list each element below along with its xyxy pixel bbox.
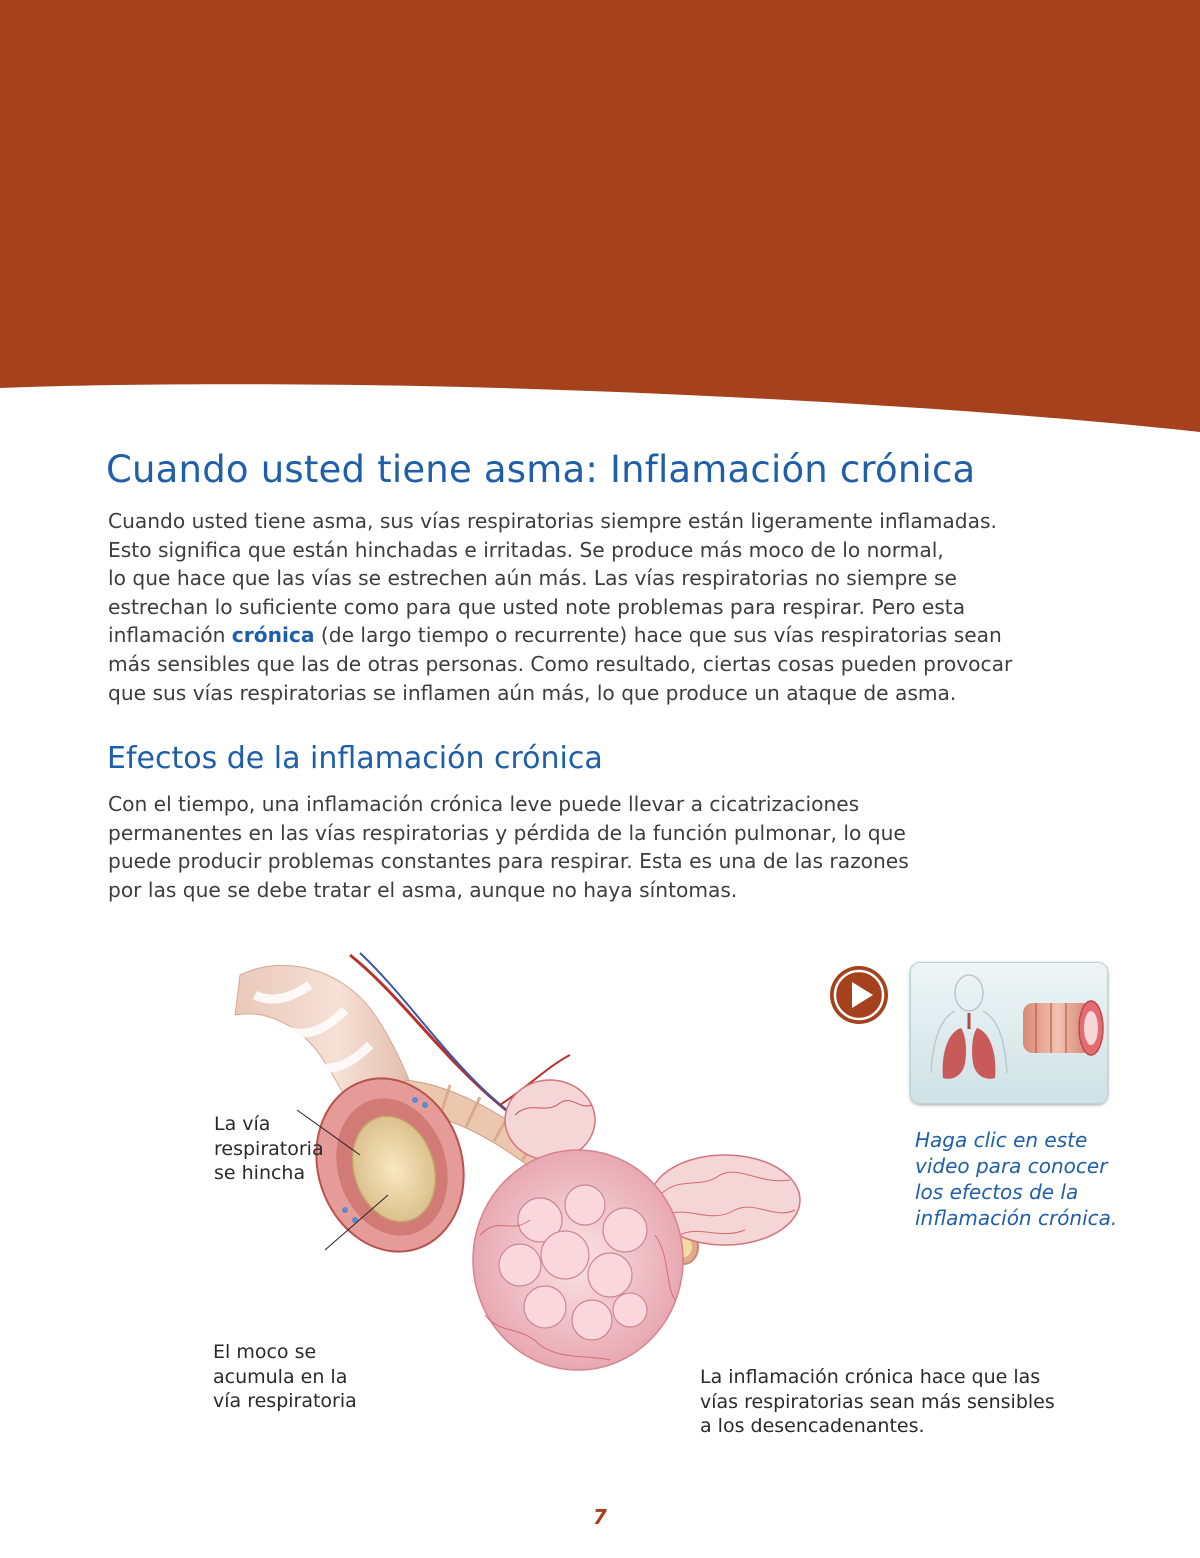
label-line: La vía xyxy=(214,1113,271,1135)
video-link-caption[interactable] xyxy=(915,1127,1117,1231)
label-line: acumula en la xyxy=(213,1365,348,1388)
intro-line: más sensibles que las de otras personas. Como resultado, ciertas cosas pueden provocar xyxy=(108,651,1013,676)
intro-line xyxy=(108,621,1108,650)
caption-line: vías respiratorias sean más sensibles xyxy=(700,1390,1055,1413)
intro-paragraph xyxy=(108,507,1108,707)
play-icon xyxy=(828,964,890,1026)
video-thumbnail[interactable] xyxy=(910,962,1108,1104)
effects-line: permanentes en las vías respiratorias y pérdida de la función pulmonar, lo que xyxy=(108,820,906,845)
intro-line: lo que hace que las vías se estrechen aún más. Las vías respiratorias no siempre se xyxy=(108,566,957,591)
effects-paragraph xyxy=(108,790,1108,904)
label-mucus-accumulates xyxy=(213,1340,357,1414)
label-line: El moco se xyxy=(213,1341,317,1363)
intro-line: Esto significa que están hinchadas e irritadas. Se produce más moco de lo normal, xyxy=(108,537,944,562)
play-video-button[interactable] xyxy=(828,964,890,1026)
section-subtitle: Efectos de la inflamación crónica xyxy=(107,741,603,776)
label-line: respiratoria xyxy=(214,1137,324,1160)
video-caption-line[interactable]: los efectos de la xyxy=(915,1180,1079,1204)
caption-line: La inflamación crónica hace que las xyxy=(700,1366,1041,1388)
intro-line-end: (de largo tiempo o recurrente) hace que sus vías respiratorias sean xyxy=(314,623,1002,648)
page-title: Cuando usted tiene asma: Inflamación crónica xyxy=(106,448,976,491)
illustration-caption xyxy=(700,1365,1055,1439)
effects-line: por las que se debe tratar el asma, aunque no haya síntomas. xyxy=(108,877,738,902)
caption-line: a los desencadenantes. xyxy=(700,1415,925,1437)
intro-line: estrechan lo suficiente como para que usted note problemas para respirar. Pero esta xyxy=(108,594,966,619)
label-line: se hincha xyxy=(214,1162,306,1184)
label-airway-swells xyxy=(214,1112,324,1186)
video-caption-line[interactable]: video para conocer xyxy=(915,1154,1108,1178)
intro-line: que sus vías respiratorias se inflamen aún más, lo que produce un ataque de asma. xyxy=(108,680,957,705)
glossary-term[interactable]: crónica xyxy=(231,623,315,648)
video-caption-line[interactable]: inflamación crónica. xyxy=(915,1206,1118,1230)
intro-line-start: inflamación xyxy=(108,623,232,648)
header-band xyxy=(0,0,1200,460)
video-caption-line[interactable]: Haga clic en este xyxy=(915,1128,1088,1152)
effects-line: Con el tiempo, una inflamación crónica leve puede llevar a cicatrizaciones xyxy=(108,792,860,816)
intro-line: Cuando usted tiene asma, sus vías respiratorias siempre están ligeramente inflamadas. xyxy=(108,509,997,533)
effects-line: puede producir problemas constantes para respirar. Esta es una de las razones xyxy=(108,849,909,874)
label-line: vía respiratoria xyxy=(213,1390,357,1412)
page-number: 7 xyxy=(593,1505,607,1529)
